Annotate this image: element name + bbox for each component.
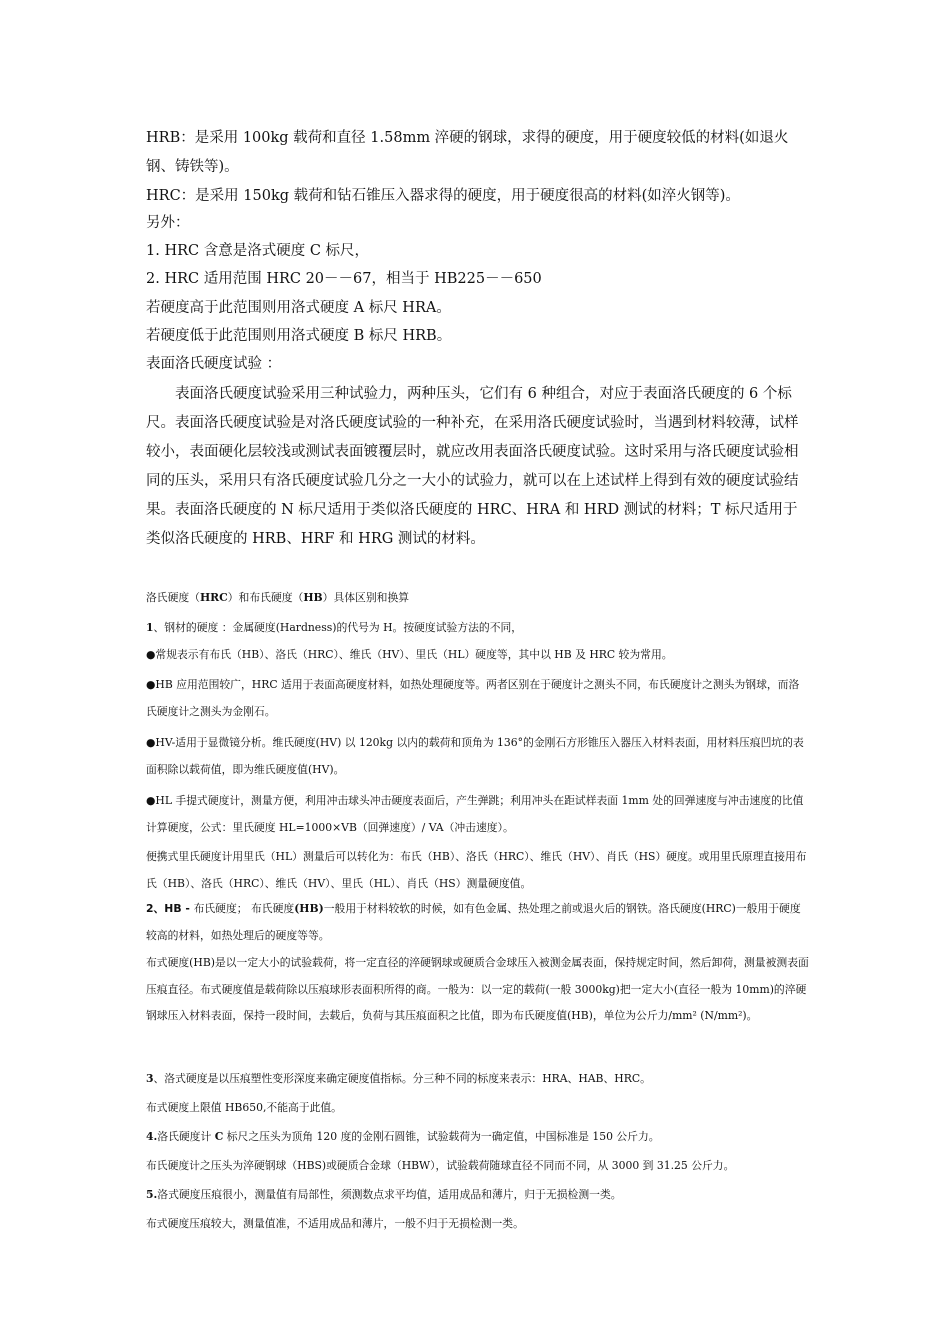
bullet-hardness-types: ●常规表示有布氏（HB）、洛氏（HRC）、维氏（HV）、里氏（HL）硬度等，其中以 HB 及 HRC 较为常用。: [146, 648, 673, 661]
section-2: 2、HB - 布氏硬度； 布氏硬度(HB)一般用于材料较软的时候，如有色金属、热处理之前或退火后的钢铁。洛氏硬度(HRC)一般用于硬度较高的材料，如热处理后的硬度等等。: [146, 902, 801, 942]
item-1: 1. HRC 含意是洛式硬度 C 标尺，: [146, 243, 370, 259]
item-2: 2. HRC 适用范围 HRC 20－－67，相当于 HB225－－650: [146, 271, 542, 287]
section-5: 5.洛式硬度压痕很小，测量值有局部性，须测数点求平均值，适用成品和薄片，归于无损检测一类。: [146, 1188, 622, 1201]
section-1: 1、钢材的硬度 ：金属硬度(Hardness)的代号为 H。按硬度试验方法的不同，: [146, 621, 523, 634]
bullet-hb: ●HB 应用范围较广，HRC 适用于表面高硬度材料，如热处理硬度等。两者区别在于硬度计之测头不同，布氏硬度计之测头为钢球，而洛氏硬度计之测头为金刚石。: [146, 678, 800, 718]
portable-paragraph: 便携式里氏硬度计用里氏（HL）测量后可以转化为：布氏（HB）、洛氏（HRC）、维氏（HV）、肖氏（HS）硬度。或用里氏原理直接用布氏（HB）、洛氏（HRC）、维氏（HV）、里氏（HL）、肖氏（HS）测量硬度值。: [146, 850, 807, 890]
bullet-hv: ●HV-适用于显微镜分析。维氏硬度(HV) 以 120kg 以内的载荷和顶角为 136°的金刚石方形锥压入器压入材料表面，用材料压痕凹坑的表面积除以载荷值，即为维氏硬度值(HV)。: [146, 736, 804, 776]
brinell-indenter-line: 布氏硬度计之压头为淬硬钢球（HBS)或硬质合金球（HBW），试验载荷随球直径不同而不同，从 3000 到 31.25 公斤力。: [146, 1159, 735, 1172]
lower-range-line: 若硬度低于此范围则用洛式硬度 B 标尺 HRB。: [146, 328, 452, 344]
section-3: 3、洛式硬度是以压痕塑性变形深度来确定硬度值指标。分三种不同的标度来表示：HRA、HAB、HRC。: [146, 1072, 651, 1085]
section-title: 洛氏硬度（HRC）和布氏硬度（HB）具体区别和换算: [146, 591, 410, 604]
section-4: 4.洛氏硬度计 C 标尺之压头为顶角 120 度的金刚石圆锥，试验载荷为一确定值，中国标准是 150 公斤力。: [146, 1130, 660, 1143]
bullet-hl: ●HL 手提式硬度计，测量方便，利用冲击球头冲击硬度表面后，产生弹跳；利用冲头在距试样表面 1mm 处的回弹速度与冲击速度的比值计算硬度，公式：里氏硬度 HL=1000×VB（回弹速度）/ VA（冲击速度）。: [146, 794, 804, 834]
surface-test-title: 表面洛氏硬度试验 ：: [146, 356, 282, 372]
brinell-paragraph: 布式硬度(HB)是以一定大小的试验载荷，将一定直径的淬硬钢球或硬质合金球压入被测金属表面，保持规定时间，然后卸荷，测量被测表面压痕直径。布式硬度值是载荷除以压痕球形表面积所得的商。一般为：以一定的载荷(一般 3000kg)把一定大小(直径一般为 10mm)的淬硬钢球压入材料表面，保持一段时间，去载后，负荷与其压痕面积之比值，即为布氏硬度值(HB)，单位为公斤力/mm² (N/mm²)。: [146, 956, 809, 1022]
hrc-paragraph: HRC：是采用 150kg 载荷和钻石锥压入器求得的硬度，用于硬度很高的材料(如淬火钢等)。: [146, 188, 740, 204]
section-5-end: 布式硬度压痕较大，测量值准，不适用成品和薄片，一般不归于无损检测一类。: [146, 1217, 524, 1230]
higher-range-line: 若硬度高于此范围则用洛式硬度 A 标尺 HRA。: [146, 300, 451, 316]
besides-line: 另外：: [146, 215, 190, 231]
surface-test-paragraph: 表面洛氏硬度试验采用三种试验力，两种压头，它们有 6 种组合，对应于表面洛氏硬度的 6 个标尺。表面洛氏硬度试验是对洛氏硬度试验的一种补充，在采用洛氏硬度试验时，当遇到材料较薄，试样较小，表面硬化层较浅或测试表面镀覆层时，就应改用表面洛氏硬度试验。这时采用与洛氏硬度试验相同的压头，采用只有洛氏硬度试验几分之一大小的试验力，就可以在上述试样上得到有效的硬度试验结果。表面洛氏硬度的 N 标尺适用于类似洛氏硬度的 HRC、HRA 和 HRD 测试的材料；T 标尺适用于类似洛氏硬度的 HRB、HRF 和 HRG 测试的材料。: [146, 386, 799, 547]
hb-limit-line: 布式硬度上限值 HB650,不能高于此值。: [146, 1101, 342, 1114]
hrb-paragraph: HRB：是采用 100kg 载荷和直径 1.58mm 淬硬的钢球，求得的硬度，用于硬度较低的材料(如退火钢、铸铁等)。: [146, 130, 789, 175]
